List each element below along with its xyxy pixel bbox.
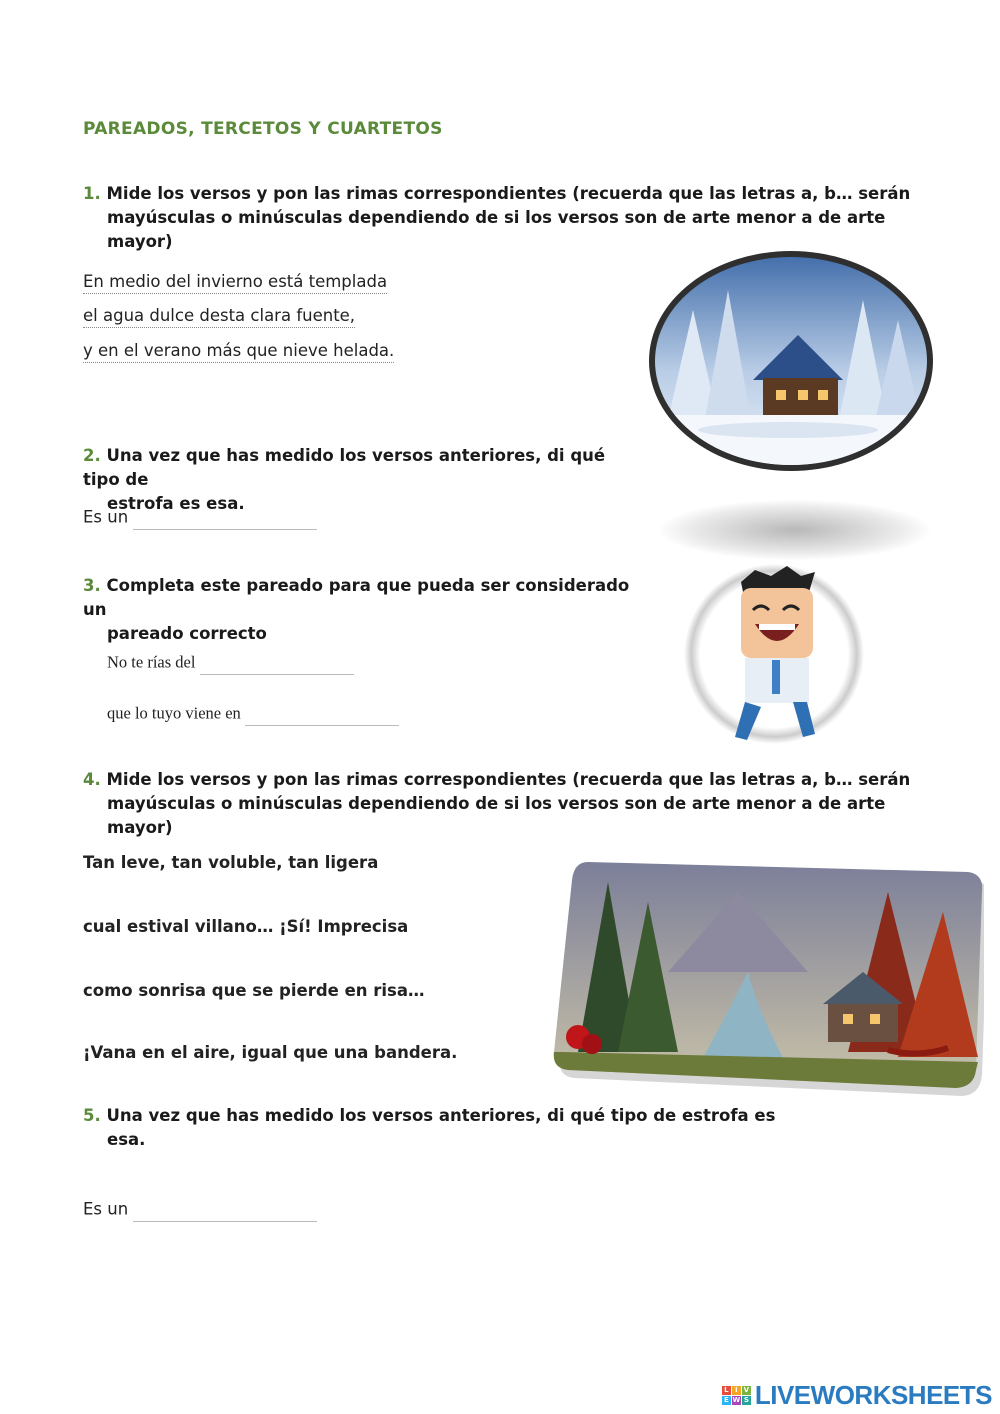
question-number: 1. <box>83 184 101 203</box>
question-1 <box>83 182 933 254</box>
question-text-continued: estrofa es esa. <box>107 494 245 513</box>
poem2-verse: Tan leve, tan voluble, tan ligera <box>83 853 379 872</box>
logo-cell: L <box>722 1386 731 1395</box>
page-title: PAREADOS, TERCETOS Y CUARTETOS <box>83 119 443 139</box>
poem2-verse: como sonrisa que se pierde en risa… <box>83 981 425 1000</box>
question-2 <box>83 444 643 516</box>
logo-cell: V <box>743 1386 750 1394</box>
laughing-man-image <box>683 562 865 747</box>
logo-cell: E <box>722 1396 731 1405</box>
logo-cell: S <box>743 1396 749 1404</box>
question-number: 5. <box>83 1106 101 1125</box>
decorative-shadow <box>660 500 930 560</box>
stanza-type-input[interactable] <box>133 507 317 530</box>
logo-cell: W <box>732 1396 741 1404</box>
question-4 <box>83 768 933 840</box>
question-text: Una vez que has medido los versos anteriores, di qué tipo de <box>83 446 606 489</box>
couplet-blank-1[interactable] <box>200 652 354 675</box>
logo-mark-icon <box>722 1386 751 1405</box>
question-text: Una vez que has medido los versos anteriores, di qué tipo de estrofa es <box>106 1106 776 1125</box>
question-number: 2. <box>83 446 101 465</box>
autumn-cabin-image <box>548 852 984 1102</box>
couplet-blank-2[interactable] <box>245 703 399 726</box>
couplet-line-1 <box>107 652 354 675</box>
question-text-continued: mayúsculas o minúsculas dependiendo de si los versos son de arte menor a de arte mayor) <box>107 794 886 837</box>
question-text-continued: pareado correcto <box>107 624 267 643</box>
question-number: 3. <box>83 576 101 595</box>
poem2-verse: ¡Vana en el aire, igual que una bandera. <box>83 1043 458 1062</box>
answer-row-5 <box>83 1199 317 1222</box>
poem1-verse: y en el verano más que nieve helada. <box>83 341 394 363</box>
answer-prefix: Es un <box>83 507 129 527</box>
answer-prefix: Es un <box>83 1199 129 1219</box>
question-text: Mide los versos y pon las rimas correspondientes (recuerda que las letras a, b… serán <box>106 184 911 203</box>
logo-text: LIVEWORKSHEETS <box>754 1380 992 1410</box>
poem1-verse: el agua dulce desta clara fuente, <box>83 306 355 328</box>
question-5 <box>83 1104 783 1152</box>
couplet-verse: que lo tuyo viene en <box>107 703 241 723</box>
logo-cell: I <box>732 1386 741 1395</box>
answer-row-2 <box>83 507 317 530</box>
question-3 <box>83 574 643 646</box>
couplet-line-2 <box>107 703 399 726</box>
couplet-verse: No te rías del <box>107 652 196 672</box>
question-text-continued: mayúsculas o minúsculas dependiendo de si los versos son de arte menor a de arte mayor) <box>107 208 886 251</box>
question-number: 4. <box>83 770 101 789</box>
poem2-verse: cual estival villano… ¡Sí! Imprecisa <box>83 917 409 936</box>
poem1-verse: En medio del invierno está templada <box>83 272 387 294</box>
winter-cabin-image <box>648 250 934 472</box>
question-text: Completa este pareado para que pueda ser considerado un <box>83 576 630 619</box>
question-text-continued: esa. <box>107 1130 146 1149</box>
liveworksheets-logo <box>722 1380 992 1411</box>
stanza-type-input-2[interactable] <box>133 1199 317 1222</box>
question-text: Mide los versos y pon las rimas correspondientes (recuerda que las letras a, b… serán <box>106 770 911 789</box>
